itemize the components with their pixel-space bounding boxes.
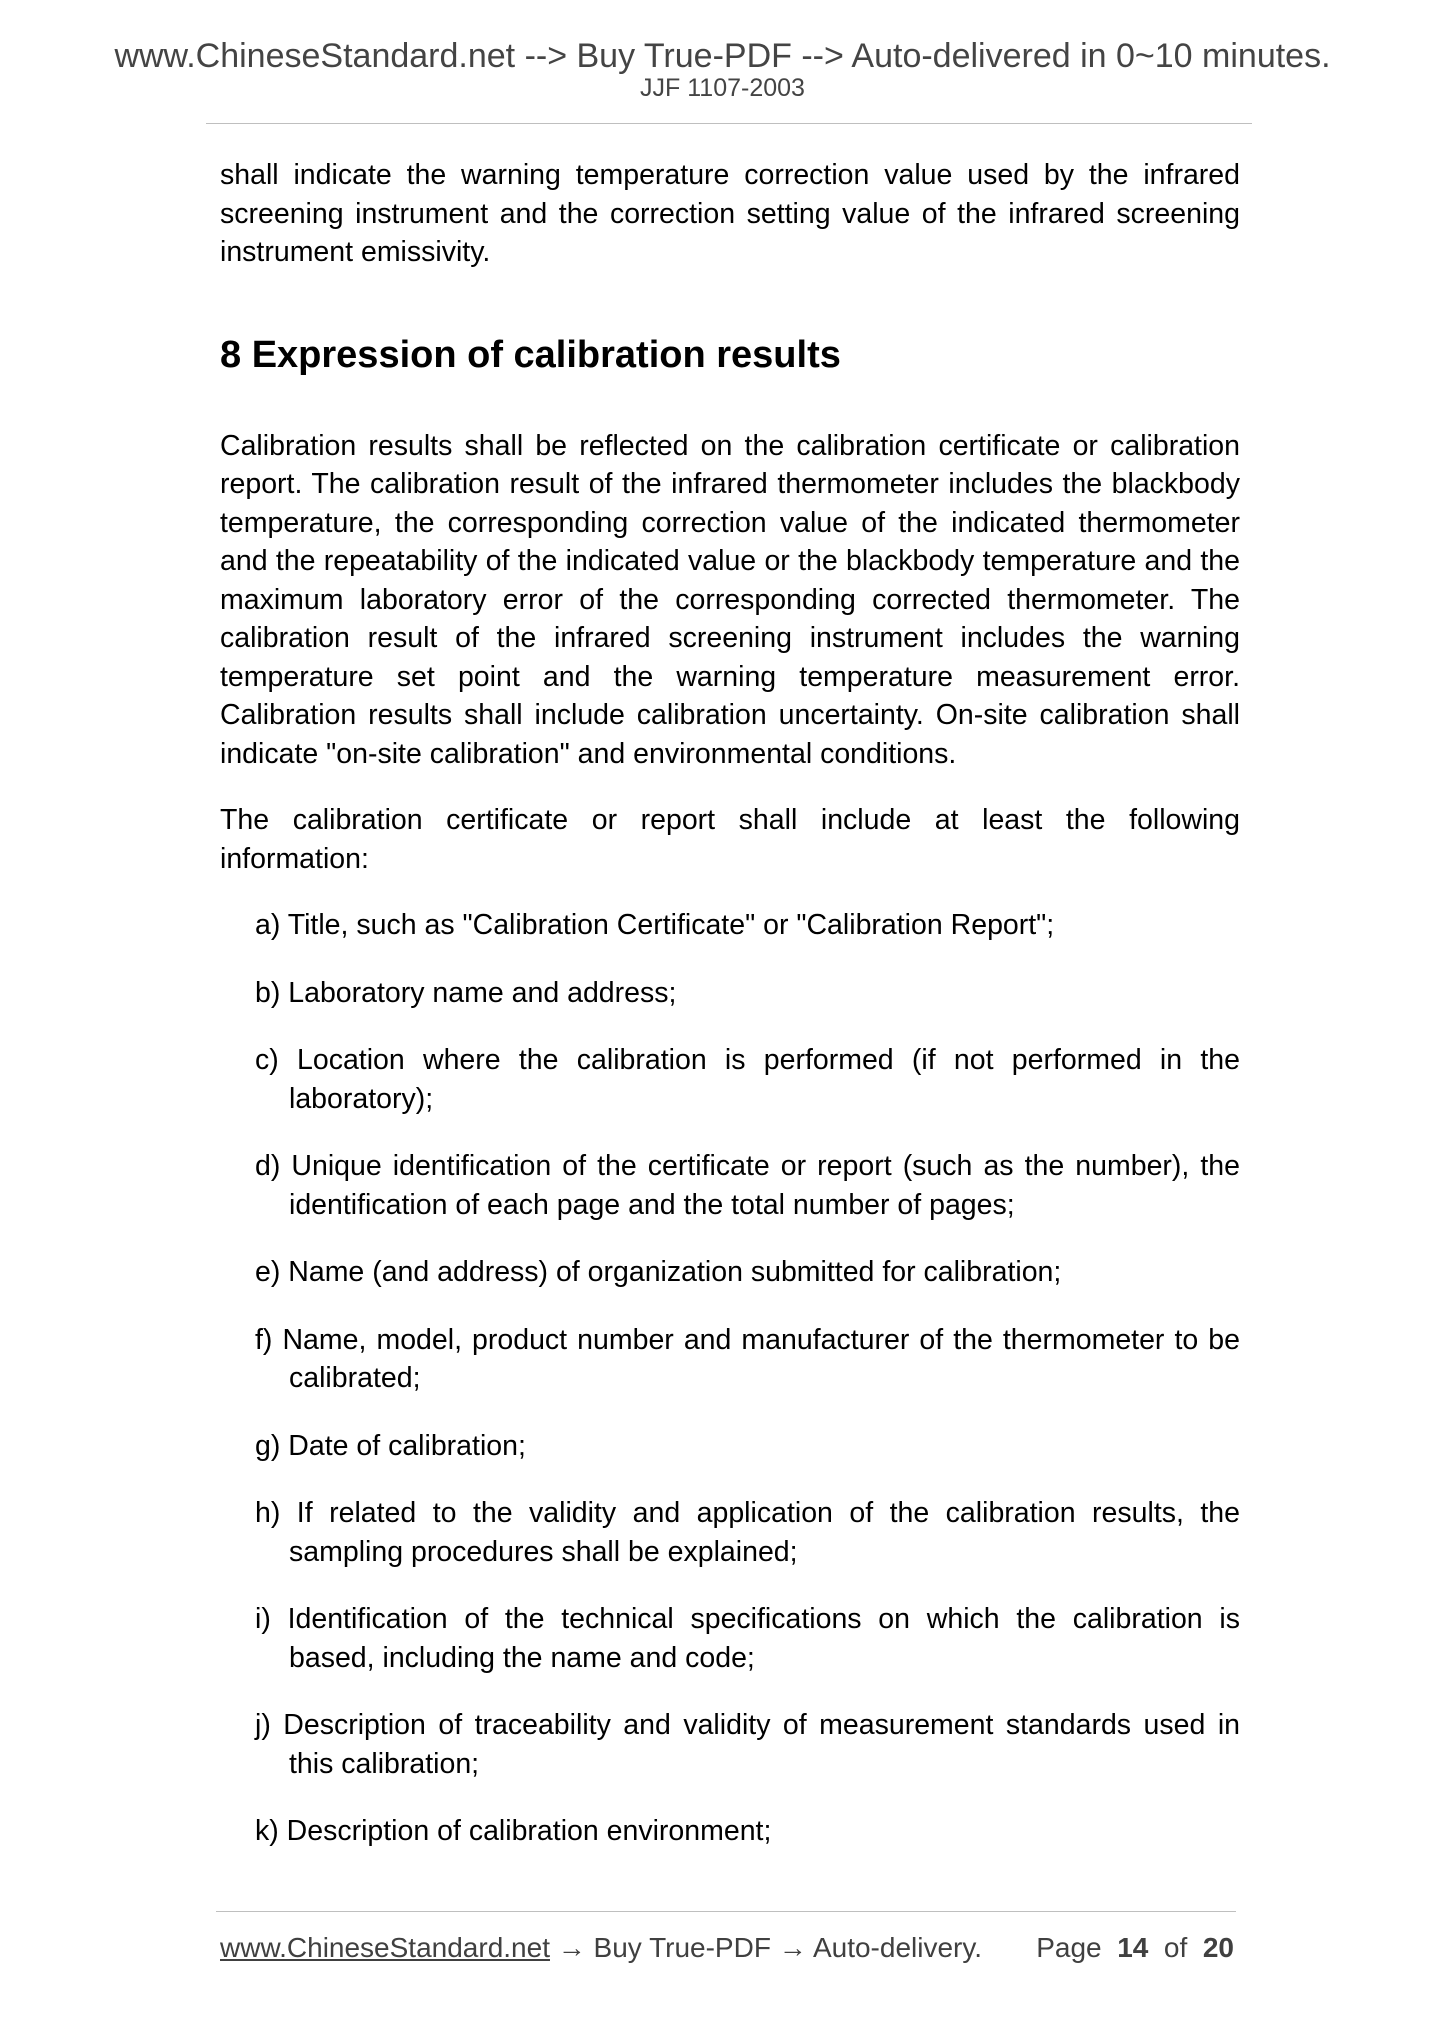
footer-buy-text: Buy True-PDF [593,1932,771,1963]
header-banner: www.ChineseStandard.net --> Buy True-PDF --> Auto-delivered in 0~10 minutes. [114,37,1331,75]
page-footer [220,1928,1234,1968]
of-label: of [1163,1932,1188,1963]
page-number-indicator [1036,1928,1234,1968]
current-page-number: 14 [1117,1932,1149,1963]
certificate-info-list [220,906,1240,1851]
list-item: a) Title, such as "Calibration Certificate" or "Calibration Report"; [255,909,1055,941]
page-body [220,156,1240,1880]
footer-site-link[interactable]: www.ChineseStandard.net [220,1932,550,1963]
footer-promo [220,1928,982,1968]
list-item: c) Location where the calibration is performed (if not performed in the laboratory); [255,1044,1240,1115]
total-pages: 20 [1202,1932,1234,1963]
arrow-right-icon: → [778,1932,807,1963]
list-item: j) Description of traceability and validity of measurement standards used in this calibration; [255,1709,1240,1780]
list-item: k) Description of calibration environment; [255,1815,772,1847]
page-label: Page [1036,1932,1102,1963]
header-divider [206,123,1252,124]
document-id: JJF 1107-2003 [640,74,805,102]
calibration-results-paragraph: Calibration results shall be reflected on the calibration certificate or calibration report. The calibration result of the infrared thermometer includes the blackbody temperature, the corresponding correction value of the indicated thermometer and the repeatability of the indicated value or the blackbody temperature and the maximum laboratory error of the corresponding corrected thermometer. The calibration result of the infrared screening instrument includes the warning temperature set point and the warning temperature measurement error. Calibration results shall include calibration uncertainty. On-site calibration shall indicate "on-site calibration" and environmental conditions. [220,429,1240,770]
footer-divider [216,1911,1236,1912]
certificate-info-paragraph: The calibration certificate or report shall include at least the following information: [220,804,1240,875]
list-item: f) Name, model, product number and manufacturer of the thermometer to be calibrated; [255,1323,1240,1394]
list-item: b) Laboratory name and address; [255,976,677,1009]
list-item: i) Identification of the technical specifications on which the calibration is based, including the name and code; [255,1603,1240,1674]
list-item: e) Name (and address) of organization submitted for calibration; [255,1256,1062,1288]
section-title: 8 Expression of calibration results [220,333,841,376]
intro-paragraph: shall indicate the warning temperature correction value used by the infrared screening instrument and the correction setting value of the infrared screening instrument emissivity. [220,159,1240,268]
list-item: d) Unique identification of the certificate or report (such as the number), the identification of each page and the total number of pages; [255,1150,1240,1221]
list-item: h) If related to the validity and application of the calibration results, the sampling procedures shall be explained; [255,1497,1240,1568]
list-item: g) Date of calibration; [255,1429,526,1462]
footer-delivery-text: Auto-delivery. [812,1932,983,1963]
arrow-right-icon: → [557,1932,586,1963]
